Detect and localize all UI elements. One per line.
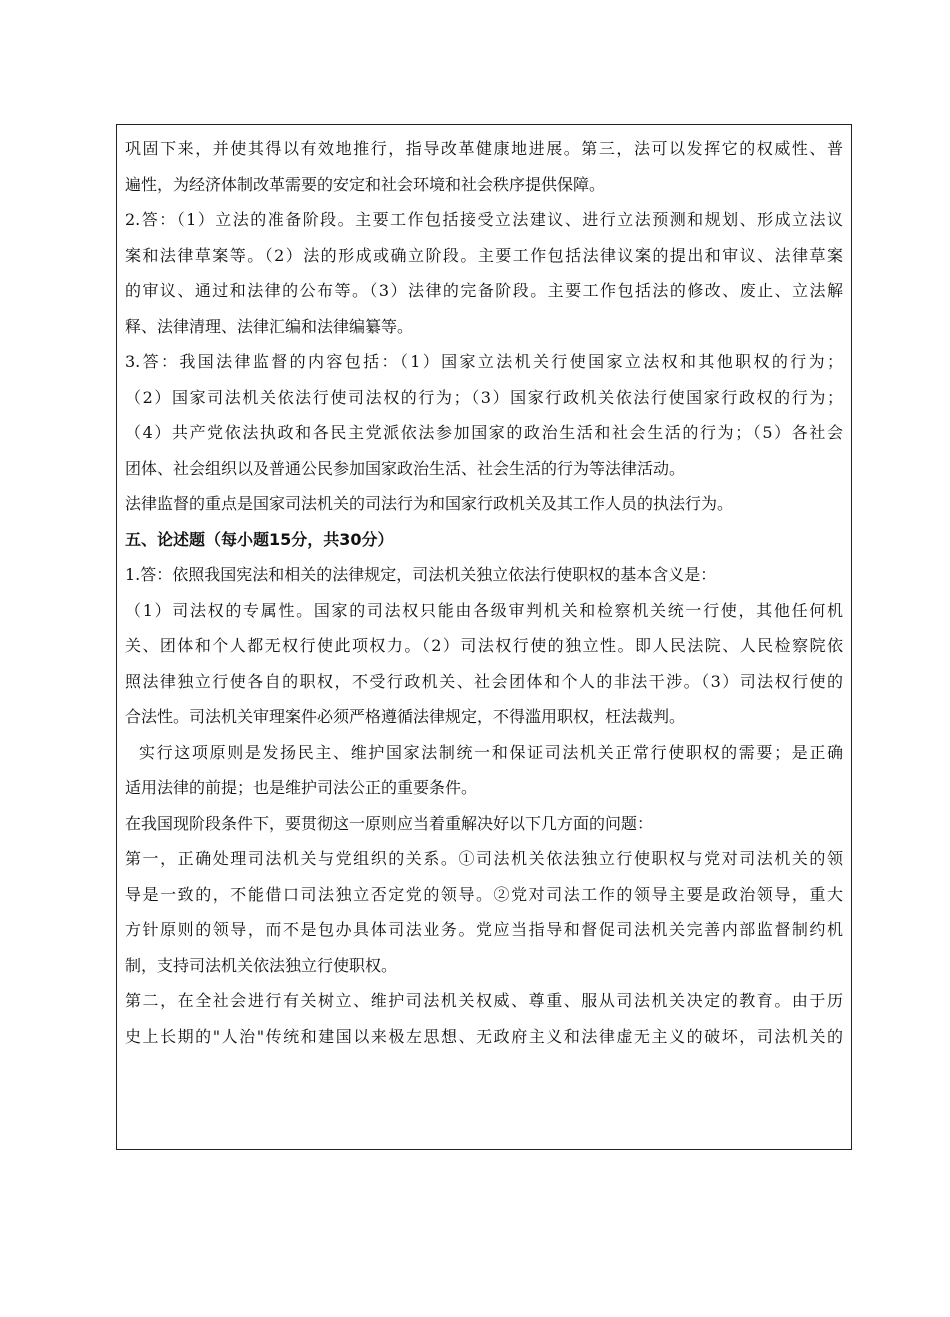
text-line: 导是一致的，不能借口司法独立否定党的领导。②党对司法工作的领导主要是政治领导，重大 bbox=[125, 884, 843, 904]
text-line: 释、法律清理、法律汇编和法律编纂等。 bbox=[125, 316, 414, 336]
text-line: 合法性。司法机关审理案件必须严格遵循法律规定，不得滥用职权，枉法裁判。 bbox=[125, 707, 686, 726]
text-line: 在我国现阶段条件下，要贯彻这一原则应当着重解决好以下几方面的问题： bbox=[125, 813, 654, 833]
text-line: 3.答：我国法律监督的内容包括：（1）国家立法机关行使国家立法权和其他职权的行为； bbox=[125, 352, 843, 371]
text-line: 第一，正确处理司法机关与党组织的关系。①司法机关依法独立行使职权与党对司法机关的领 bbox=[125, 849, 843, 868]
text-line: 遍性，为经济体制改革需要的安定和社会环境和社会秩序提供保障。 bbox=[125, 174, 606, 194]
text-line: 关、团体和个人都无权行使此项权力。（2）司法权行使的独立性。即人民法院、人民检察院依 bbox=[125, 636, 843, 655]
text-line: 第二，在全社会进行有关树立、维护司法机关权威、尊重、服从司法机关决定的教育。由于历 bbox=[125, 991, 843, 1010]
text-line: 照法律独立行使各自的职权，不受行政机关、社会团体和个人的非法干涉。（3）司法权行使的 bbox=[125, 671, 843, 691]
text-line: 2.答：（1）立法的准备阶段。主要工作包括接受立法建议、进行立法预测和规划、形成立法议 bbox=[125, 210, 843, 229]
text-line: 1.答：依照我国宪法和相关的法律规定，司法机关独立依法行使职权的基本含义是： bbox=[125, 565, 717, 584]
text-line: 巩固下来，并使其得以有效地推行，指导改革健康地进展。第三，法可以发挥它的权威性、普 bbox=[125, 139, 843, 158]
text-line: 案和法律草案等。（2）法的形成或确立阶段。主要工作包括法律议案的提出和审议、法律草案 bbox=[125, 245, 843, 265]
text-line: 史上长期的"人治"传统和建国以来极左思想、无政府主义和法律虚无主义的破坏，司法机关的 bbox=[125, 1026, 843, 1046]
text-line: （1）司法权的专属性。国家的司法权只能由各级审判机关和检察机关统一行使，其他任何机 bbox=[125, 600, 843, 620]
text-line: （2）国家司法机关依法行使司法权的行为；（3）国家行政机关依法行使国家行政权的行为； bbox=[125, 387, 843, 407]
answer-table-cell bbox=[116, 124, 852, 1150]
text-line: 的审议、通过和法律的公布等。（3）法律的完备阶段。主要工作包括法的修改、废止、立法解 bbox=[125, 281, 843, 300]
text-line: 法律监督的重点是国家司法机关的司法行为和国家行政机关及其工作人员的执法行为。 bbox=[125, 494, 734, 513]
text-line: 适用法律的前提；也是维护司法公正的重要条件。 bbox=[125, 778, 478, 797]
text-line: 实行这项原则是发扬民主、维护国家法制统一和保证司法机关正常行使职权的需要；是正确 bbox=[139, 742, 843, 762]
text-line: 方针原则的领导，而不是包办具体司法业务。党应当指导和督促司法机关完善内部监督制约机 bbox=[125, 920, 843, 939]
text-line: 制，支持司法机关依法独立行使职权。 bbox=[125, 955, 398, 975]
section-heading: 五、论述题（每小题15分，共30分） bbox=[125, 529, 394, 549]
text-line: 团体、社会组织以及普通公民参加国家政治生活、社会生活的行为等法律活动。 bbox=[125, 458, 686, 478]
text-line: （4）共产党依法执政和各民主党派依法参加国家的政治生活和社会生活的行为；（5）各社会 bbox=[125, 423, 843, 442]
